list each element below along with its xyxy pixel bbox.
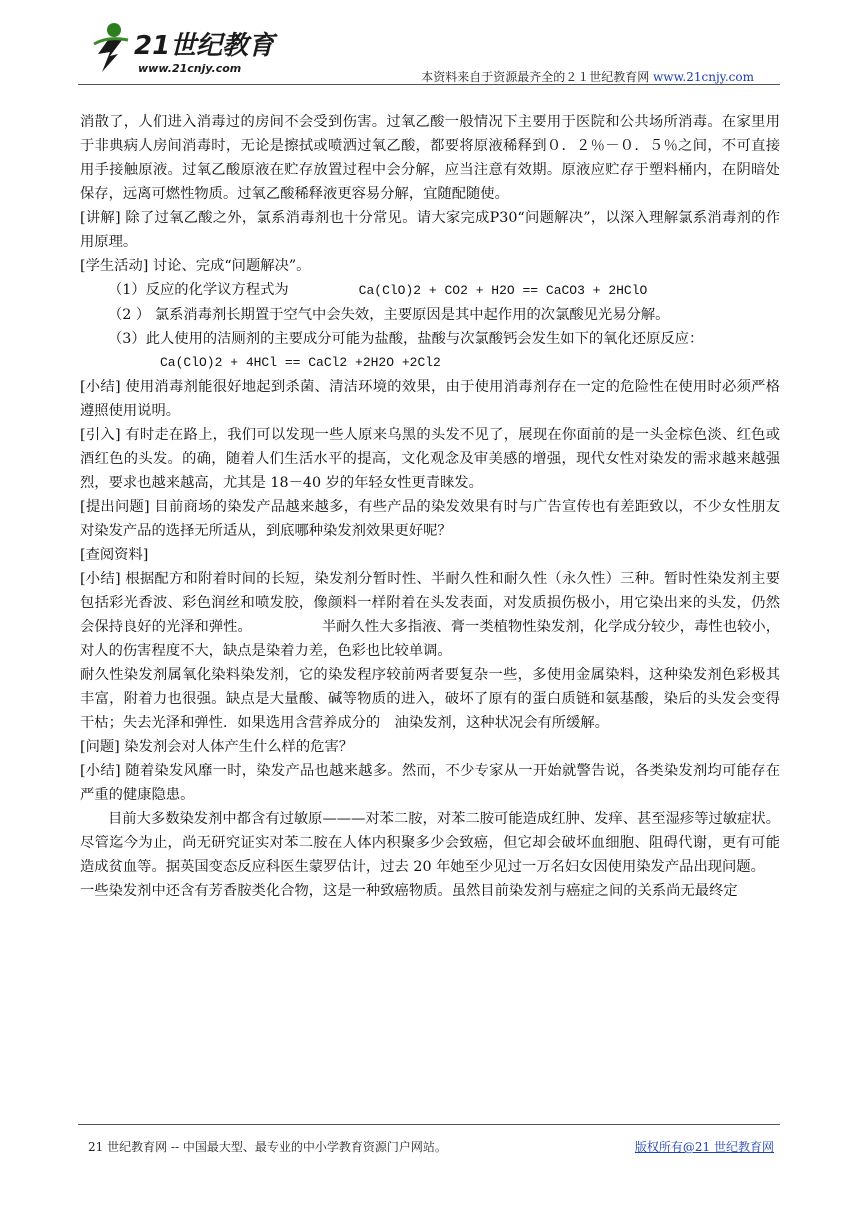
equation-label-1: （1）反应的化学议方程式为 (108, 282, 289, 298)
equation-formula-2: Ca(ClO)2 + 4HCl == CaCl2 +2H2O +2Cl2 (160, 355, 441, 370)
logo-21cnjy (88, 14, 288, 86)
summary-types-part2: 半耐久性大多指液、膏一类植物性染发剂，化学成分较少，毒性也较小，对人的伤害程度不大，缺点是染着力差，色彩也比较单调。 (80, 619, 781, 659)
header-source-note (421, 68, 754, 85)
paragraph-question-hair-dye: [提出问题] 目前商场的染发产品越来越多，有些产品的染发效果有时与广告宣传也有差距致以，不少女性朋友对染发产品的选择无所适从，到底哪种染发剂效果更好呢？ (80, 499, 780, 539)
document-body (80, 110, 780, 903)
logo-url: www.21cnjy.com (138, 62, 242, 75)
equation-line-1 (80, 278, 780, 303)
paragraph-lecture-chlorine: [讲解] 除了过氧乙酸之外，氯系消毒剂也十分常见。请大家完成P30“问题解决”，以深入理解氯系消毒剂的作用原理。 (80, 210, 780, 250)
header-url-link[interactable]: www.21cnjy.com (653, 70, 754, 84)
paragraph-question-harm: [问题] 染发剂会对人体产生什么样的危害？ (80, 739, 354, 755)
header-note-text: 本资料来自于资源最齐全的２１世纪教育网 (421, 70, 650, 84)
summary-types-part1: [小结] 根据配方和附着时间的长短，染发剂分暂时性、半耐久性和耐久性（永久性）三种。暂时性染发剂主要包括彩光香波、彩色润丝和喷发胶，像颜料一样附着在头发表面，对发质损伤极小，用它染出来的头发，仍然会保持良好的光泽和弹性。 (80, 571, 780, 635)
paragraph-summary-types (80, 567, 780, 663)
paragraph-summary-disinfectant: [小结] 使用消毒剂能很好地起到杀菌、清洁环境的效果，由于使用消毒剂存在一定的危险性在使用时必须严格遵照使用说明。 (80, 379, 780, 419)
footer-divider (78, 1124, 780, 1125)
paragraph-lookup: [查阅资料] (80, 547, 149, 563)
equation-formula-1: Ca(ClO)2 + CO2 + H2O == CaCO3 + 2HClO (358, 283, 648, 298)
answer-line-3: （3）此人使用的洁厕剂的主要成分可能为盐酸，盐酸与次氯酸钙会发生如下的氧化还原反应： (108, 331, 704, 347)
paragraph-intro-hair-dye: [引入] 有时走在路上，我们可以发现一些人原来乌黑的头发不见了，展现在你面前的是一头金棕色淡、红色或酒红色的头发。的确，随着人们生活水平的提高，文化观念及审美感的增强，现代女性对染发的需求越来越强烈，要求也越来越高，尤其是 18－40 岁的年轻女性更青睐发。 (80, 427, 780, 491)
answer-line-2: （2 ） 氯系消毒剂长期置于空气中会失效，主要原因是其中起作用的次氯酸见光易分解。 (108, 307, 670, 323)
paragraph-carcinogen: 一些染发剂中还含有芳香胺类化合物，这是一种致癌物质。虽然目前染发剂与癌症之间的关系尚无最终定 (80, 883, 738, 899)
footer-site-description: 21 世纪教育网 -- 中国最大型、最专业的中小学教育资源门户网站。 (88, 1140, 447, 1154)
header-divider (78, 84, 780, 85)
page-footer (78, 1124, 780, 1154)
page-header (78, 14, 780, 86)
paragraph-summary-harm: [小结] 随着染发风靡一时，染发产品也越来越多。然而，不少专家从一开始就警告说，各类染发剂均可能存在严重的健康隐患。 (80, 763, 780, 803)
paragraph-disinfect-usage: 消散了，人们进入消毒过的房间不会受到伤害。过氧乙酸一般情况下主要用于医院和公共场所消毒。在家里用于非典病人房间消毒时，无论是擦拭或喷洒过氧乙酸，都要将原液稀释到０．２％－０．５％之间，不可直接用手接触原液。过氧乙酸原液在贮存放置过程中会分解，应当注意有效期。原液应贮存于塑料桶内，在阴暗处保存，远离可燃性物质。过氧乙酸稀释液更容易分解，宜随配随使。 (80, 114, 780, 202)
paragraph-allergen: 目前大多数染发剂中都含有过敏原———对苯二胺，对苯二胺可能造成红肿、发痒、甚至湿疹等过敏症状。尽管迄今为止，尚无研究证实对苯二胺在人体内积聚多少会致癌，但它却会破坏血细胞、阻碍代谢，更有可能造成贫血等。据英国变态反应科医生蒙罗估计，过去 20 年她至少见过一万名妇女因使用染发产品出现问题。 (80, 811, 780, 875)
paragraph-permanent-dye: 耐久性染发剂属氧化染料染发剂，它的染发程序较前两者要复杂一些，多使用金属染料，这种染发剂色彩极其丰富，附着力也很强。缺点是大量酸、碱等物质的进入，破坏了原有的蛋白质链和氨基酸，染后的头发会变得干枯；失去光泽和弹性．如果选用含营养成分的 油染发剂，这种状况会有所缓解。 (80, 667, 780, 731)
paragraph-student-activity: [学生活动] 讨论、完成“问题解决”。 (80, 258, 311, 274)
runner-icon (94, 23, 128, 72)
logo-text: 21世纪教育 (134, 31, 275, 61)
footer-copyright-link[interactable]: 版权所有@21 世纪教育网 (634, 1140, 774, 1154)
